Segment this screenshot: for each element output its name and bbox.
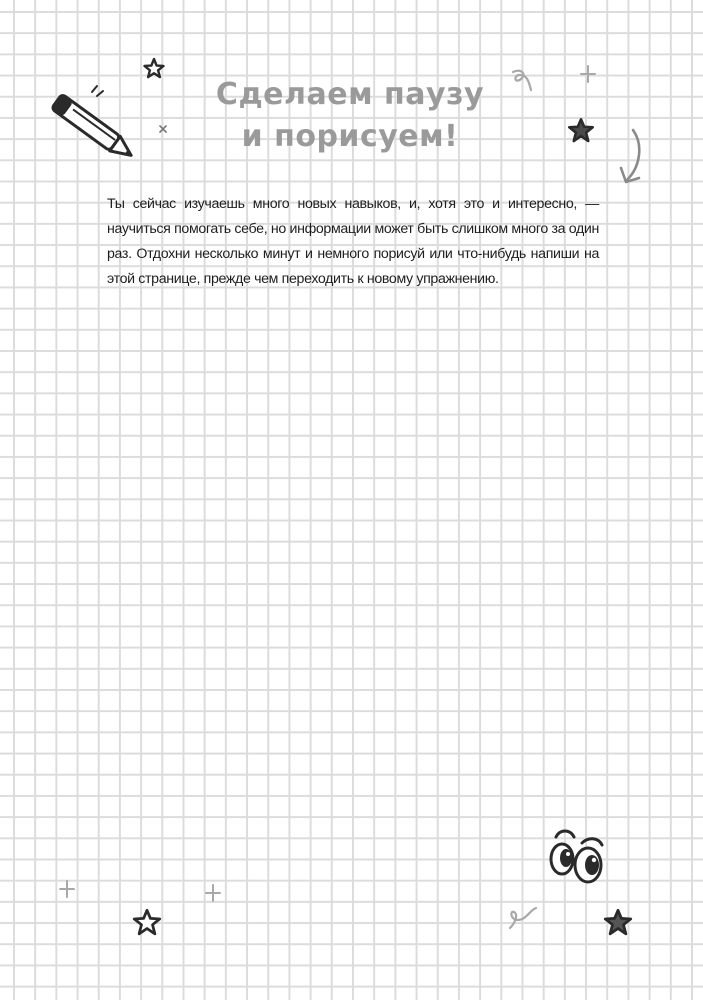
plus-icon	[579, 64, 597, 84]
star-icon	[141, 56, 167, 82]
star-icon	[565, 116, 597, 146]
page-title	[180, 74, 520, 158]
swirl-icon	[506, 902, 540, 932]
pencil-icon	[50, 84, 150, 174]
page-title-line-2: и порисуем!	[241, 119, 459, 154]
cross-icon	[157, 123, 169, 135]
plus-icon	[58, 879, 76, 899]
star-icon	[130, 907, 164, 939]
plus-icon	[204, 883, 222, 903]
swirl-icon	[507, 66, 537, 96]
instruction-paragraph: Ты сейчас изучаешь много новых навыков, и, хотя это и интересно, — научиться помогать себе, но информации может быть слишком много за один раз. Отдохни несколько минут и немного порисуй или что-нибудь напиши на этой странице, прежде чем переходить к новому упражнению.	[107, 196, 599, 287]
page-title-line-1: Сделаем паузу	[215, 77, 485, 112]
star-icon	[601, 907, 635, 939]
arrow-icon	[615, 126, 647, 190]
googly-eyes-icon	[542, 825, 612, 889]
